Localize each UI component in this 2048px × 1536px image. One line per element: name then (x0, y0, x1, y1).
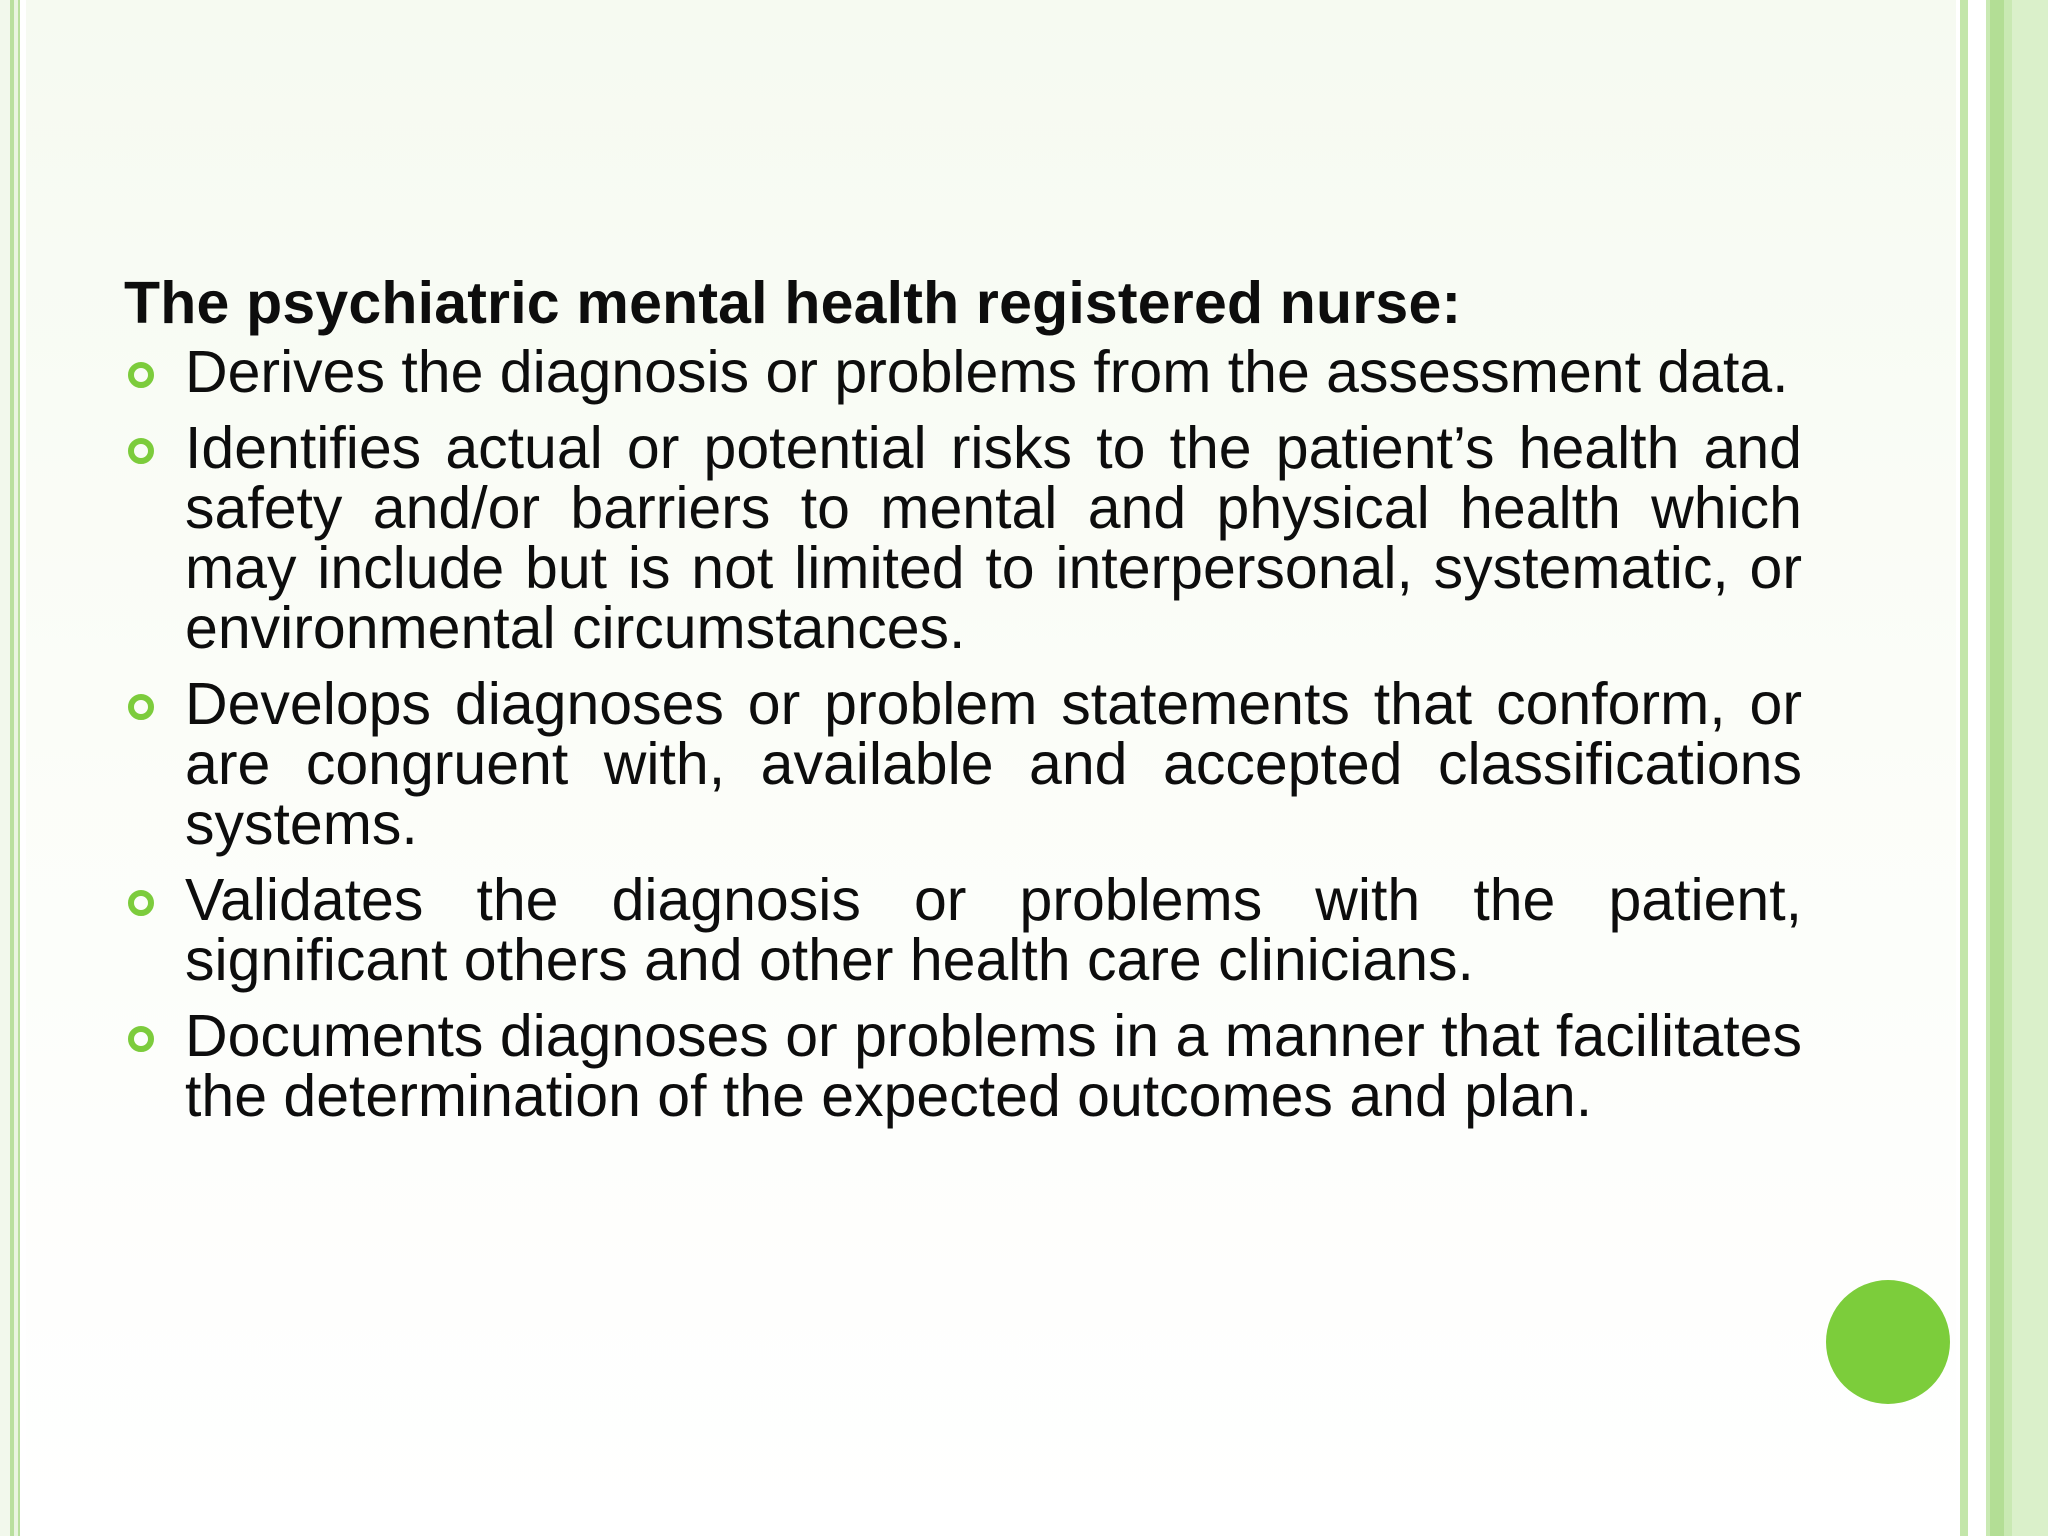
decorative-green-circle-icon (1826, 1280, 1950, 1404)
right-border-decoration (1956, 0, 2048, 1536)
ring-bullet-icon (128, 694, 154, 720)
ring-bullet-icon (128, 890, 154, 916)
slide-content (124, 270, 1802, 1142)
list-item (124, 415, 1802, 661)
bullet-text: Validates the diagnosis or problems with the patient, significant others and other health care clinicians. (185, 867, 1802, 993)
list-item (124, 867, 1802, 993)
ring-bullet-icon (128, 438, 154, 464)
slide-heading: The psychiatric mental health registered nurse: (124, 270, 1462, 336)
list-item (124, 339, 1802, 405)
ring-bullet-icon (128, 1026, 154, 1052)
bullet-text: Identifies actual or potential risks to the patient’s health and safety and/or barriers to mental and physical health which may include but is not limited to interpersonal, systematic, or environmental circumstances. (185, 415, 1802, 661)
bullet-text: Documents diagnoses or problems in a manner that facilitates the determination of the expected outcomes and plan. (185, 1003, 1802, 1129)
bullet-text: Derives the diagnosis or problems from the assessment data. (185, 339, 1789, 405)
bullet-list (124, 339, 1802, 1129)
list-item (124, 1003, 1802, 1129)
bullet-text: Develops diagnoses or problem statements that conform, or are congruent with, available and accepted classifications systems. (185, 671, 1802, 857)
list-item (124, 671, 1802, 857)
left-border-decoration (0, 0, 26, 1536)
ring-bullet-icon (128, 362, 154, 388)
